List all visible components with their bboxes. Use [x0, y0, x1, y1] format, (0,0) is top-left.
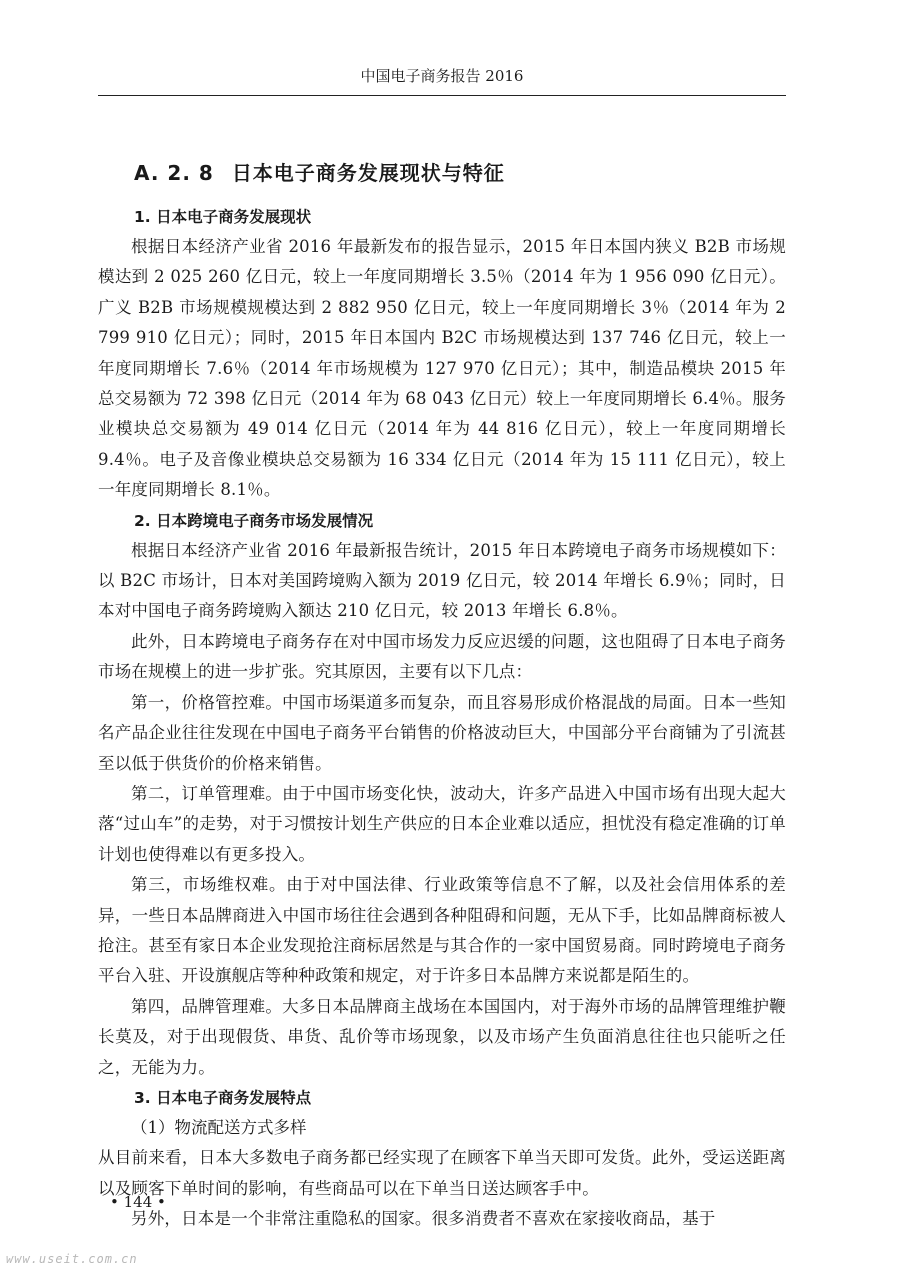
section-title	[134, 156, 786, 190]
paragraph: 第二，订单管理难。由于中国市场变化快，波动大，许多产品进入中国市场有出现大起大落“过山车”的走势，对于习惯按计划生产供应的日本企业难以适应，担忧没有稳定准确的订单计划也使得难以有更多投入。	[98, 783, 786, 864]
page-number: • 144 •	[110, 1193, 166, 1211]
page-body	[98, 156, 786, 1235]
paragraph: 另外，日本是一个非常注重隐私的国家。很多消费者不喜欢在家接收商品，基于	[131, 1209, 716, 1229]
section-number: A. 2. 8	[134, 161, 214, 185]
paragraph: 从目前来看，日本大多数电子商务都已经实现了在顾客下单当天即可发货。此外，受运送距离以及顾客下单时间的影响，有些商品可以在下单当日送达顾客手中。	[98, 1148, 786, 1198]
paragraph: 第四，品牌管理难。大多日本品牌商主战场在本国国内，对于海外市场的品牌管理维护鞭长莫及，对于出现假货、串货、乱价等市场现象，以及市场产生负面消息往往也只能听之任之，无能为力。	[98, 996, 786, 1077]
section-title-text: 日本电子商务发展现状与特征	[231, 161, 505, 185]
header-rule	[98, 95, 786, 96]
list-item-heading: （1）物流配送方式多样	[131, 1117, 307, 1137]
subsection-heading-3: 3. 日本电子商务发展特点	[134, 1088, 312, 1107]
running-header: 中国电子商务报告 2016	[360, 67, 524, 85]
subsection-heading-1: 1. 日本电子商务发展现状	[134, 208, 312, 226]
paragraph: 第一，价格管控难。中国市场渠道多而复杂，而且容易形成价格混战的局面。日本一些知名产品企业往往发现在中国电子商务平台销售的价格波动巨大，中国部分平台商铺为了引流甚至以低于供货价的价格来销售。	[98, 692, 786, 773]
paragraph: 根据日本经济产业省 2016 年最新报告统计，2015 年日本跨境电子商务市场规模如下：以 B2C 市场计，日本对美国跨境购入额为 2019 亿日元，较 2014 年增长 6.9％；同时，日本对中国电子商务跨境购入额达 210 亿日元，较 2013 年增长 6.8％。	[98, 540, 786, 621]
subsection-heading-2: 2. 日本跨境电子商务市场发展情况	[134, 511, 374, 530]
watermark: www.useit.com.cn	[6, 1252, 138, 1266]
paragraph: 根据日本经济产业省 2016 年最新发布的报告显示，2015 年日本国内狭义 B2B 市场规模达到 2 025 260 亿日元，较上一年度同期增长 3.5％（2014 年为 1 956 090 亿日元）。广义 B2B 市场规模规模达到 2 882 950 亿日元，较上一年度同期增长 3％（2014 年为 2 799 910 亿日元）；同时，2015 年日本国内 B2C 市场规模达到 137 746 亿日元，较上一年度同期增长 7.6％（2014 年市场规模为 127 970 亿日元）；其中，制造品模块 2015 年总交易额为 72 398 亿日元（2014 年为 68 043 亿日元）较上一年度同期增长 6.4％。服务业模块总交易额为 49 014 亿日元（2014 年为 44 816 亿日元），较上一年度同期增长 9.4％。电子及音像业模块总交易额为 16 334 亿日元（2014 年为 15 111 亿日元），较上一年度同期增长 8.1％。	[98, 237, 786, 500]
paragraph: 此外，日本跨境电子商务存在对中国市场发力反应迟缓的问题，这也阻碍了日本电子商务市场在规模上的进一步扩张。究其原因，主要有以下几点：	[98, 631, 786, 682]
paragraph: 第三，市场维权难。由于对中国法律、行业政策等信息不了解，以及社会信用体系的差异，一些日本品牌商进入中国市场往往会遇到各种阻碍和问题，无从下手，比如品牌商标被人抢注。甚至有家日本企业发现抢注商标居然是与其合作的一家中国贸易商。同时跨境电子商务平台入驻、开设旗舰店等种种政策和规定，对于许多日本品牌方来说都是陌生的。	[98, 875, 786, 986]
